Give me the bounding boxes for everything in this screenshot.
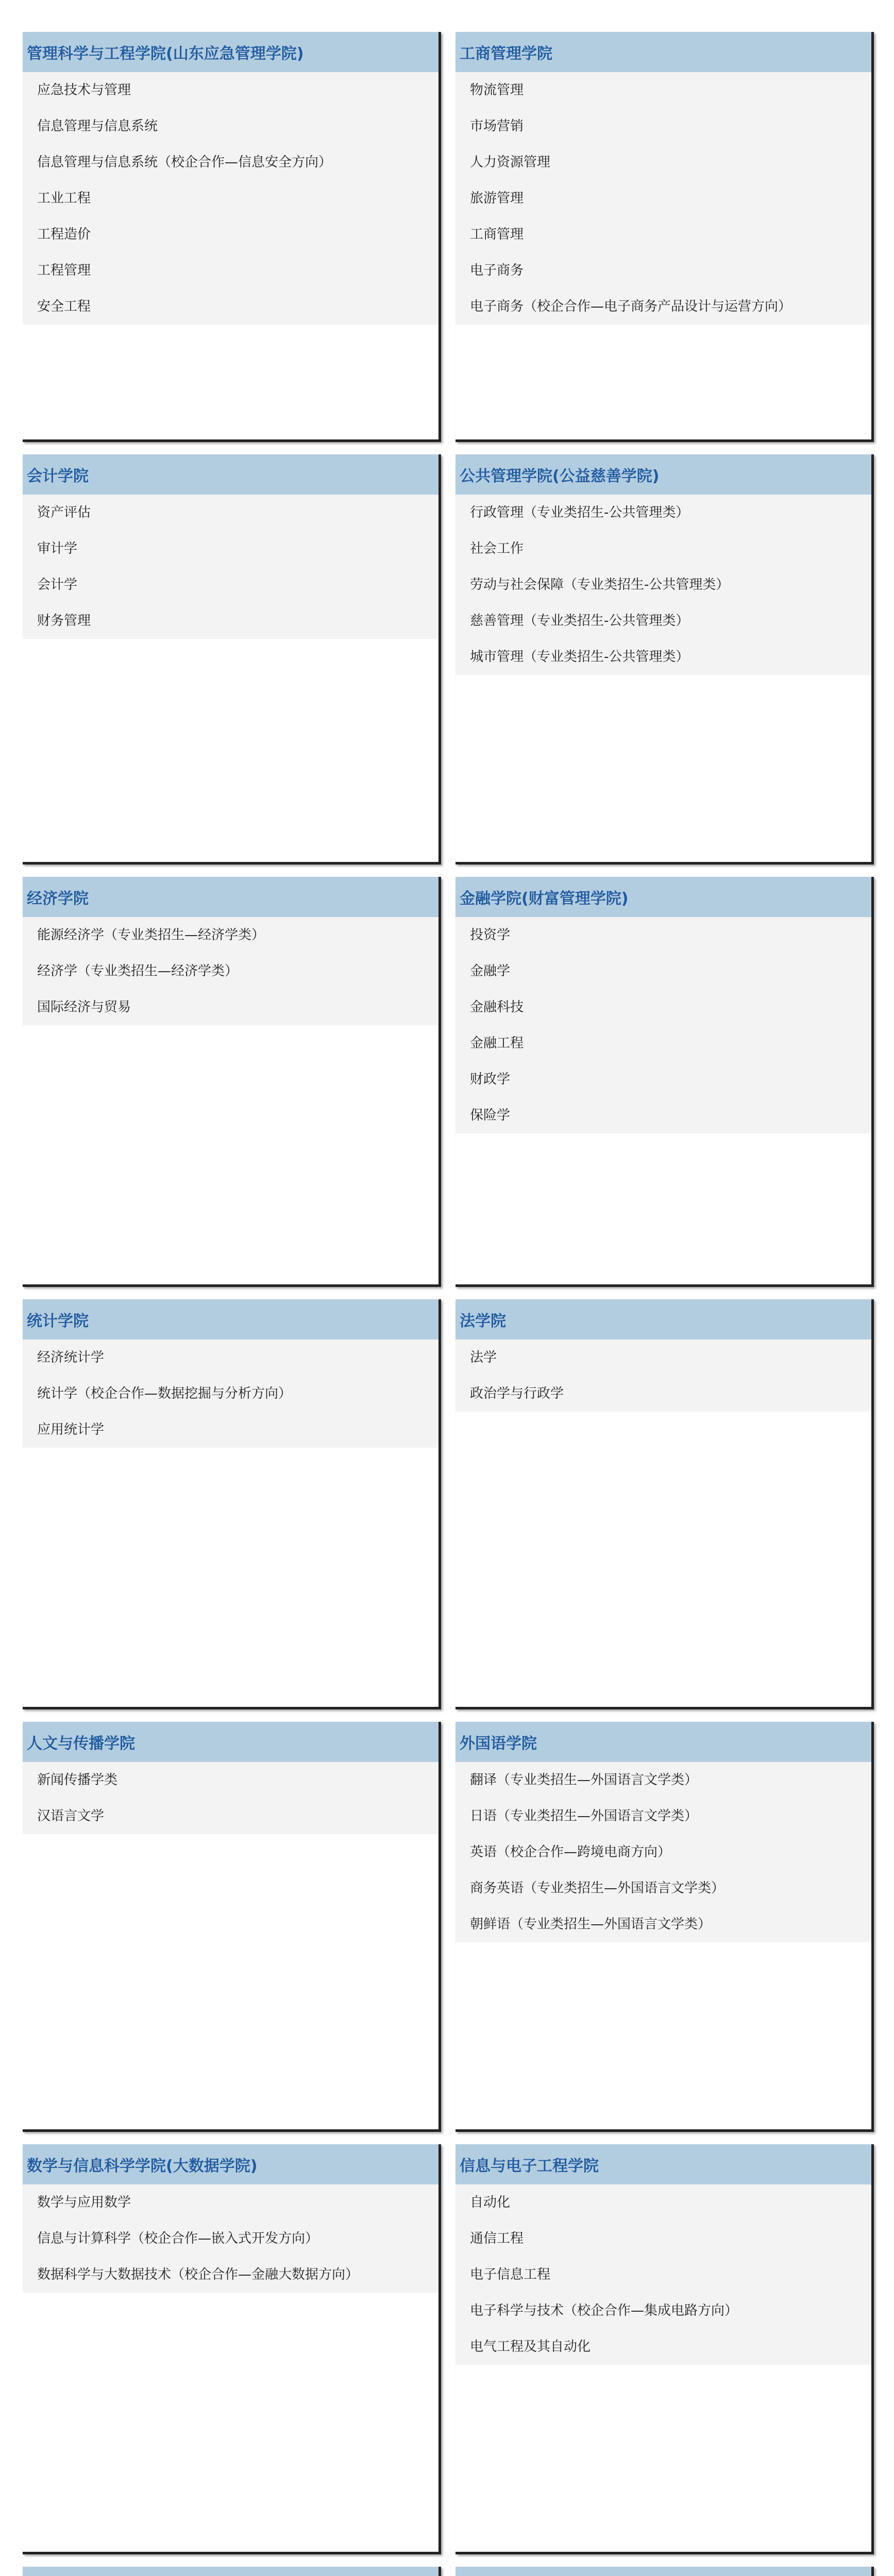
college-title: 会计学院 (23, 454, 438, 495)
college-title: 信息与电子工程学院 (456, 2144, 871, 2184)
major-list (23, 1762, 438, 1834)
major-item[interactable]: 信息管理与信息系统 (37, 118, 158, 134)
college-card (456, 877, 874, 1287)
college-title: 经济学院 (23, 877, 438, 917)
college-card (23, 454, 441, 865)
college-card (23, 1299, 441, 1709)
major-item[interactable]: 政治学与行政学 (470, 1386, 564, 1401)
major-list (456, 72, 871, 325)
major-item[interactable]: 金融科技 (470, 999, 524, 1015)
major-item[interactable]: 保险学 (470, 1108, 511, 1123)
major-item[interactable]: 数据科学与大数据技术（校企合作—金融大数据方向） (37, 2267, 359, 2282)
college-title: 外国语学院 (456, 1722, 871, 1762)
college-card (23, 877, 441, 1287)
major-item[interactable]: 市场营销 (470, 118, 524, 134)
major-item[interactable]: 能源经济学（专业类招生—经济学类） (37, 927, 265, 943)
college-card (23, 32, 441, 442)
major-item[interactable]: 安全工程 (37, 299, 91, 314)
major-item[interactable]: 城市管理（专业类招生-公共管理类） (470, 649, 689, 665)
major-list (23, 495, 438, 639)
college-card (456, 2567, 874, 2576)
college-card (456, 1299, 874, 1709)
college-title: 公共管理学院(公益慈善学院) (456, 454, 871, 495)
college-card (23, 2144, 441, 2554)
major-item[interactable]: 电子商务 (470, 263, 524, 278)
major-item[interactable]: 应急技术与管理 (37, 82, 131, 98)
major-item[interactable]: 行政管理（专业类招生-公共管理类） (470, 505, 689, 520)
major-item[interactable]: 工业工程 (37, 191, 91, 206)
major-item[interactable]: 投资学 (470, 927, 511, 943)
major-item[interactable]: 国际经济与贸易 (37, 999, 131, 1015)
major-item[interactable]: 工程管理 (37, 263, 91, 278)
major-item[interactable]: 自动化 (470, 2195, 511, 2210)
major-item[interactable]: 物流管理 (470, 82, 524, 98)
major-item[interactable]: 人力资源管理 (470, 155, 551, 170)
major-item[interactable]: 英语（校企合作—跨境电商方向） (470, 1844, 671, 1860)
college-card (23, 1722, 441, 2132)
major-item[interactable]: 统计学（校企合作—数据挖掘与分析方向） (37, 1386, 292, 1401)
major-list (456, 1340, 871, 1412)
major-item[interactable]: 金融工程 (470, 1036, 524, 1051)
college-card (456, 2144, 874, 2554)
major-item[interactable]: 电子信息工程 (470, 2267, 551, 2282)
major-item[interactable]: 金融学 (470, 963, 511, 979)
major-item[interactable]: 翻译（专业类招生—外国语言文学类） (470, 1772, 698, 1788)
college-title (23, 2567, 438, 2576)
major-item[interactable]: 通信工程 (470, 2231, 524, 2246)
major-item[interactable]: 汉语言文学 (37, 1808, 105, 1824)
college-grid (23, 32, 873, 2576)
major-list (456, 495, 871, 675)
major-item[interactable]: 社会工作 (470, 541, 524, 556)
college-title: 管理科学与工程学院(山东应急管理学院) (23, 32, 438, 72)
college-title: 统计学院 (23, 1299, 438, 1340)
college-title: 法学院 (456, 1299, 871, 1340)
major-list (23, 2184, 438, 2293)
major-item[interactable]: 财政学 (470, 1072, 511, 1087)
major-item[interactable]: 会计学 (37, 577, 78, 592)
major-item[interactable]: 法学 (470, 1350, 497, 1365)
major-item[interactable]: 财务管理 (37, 613, 91, 629)
major-item[interactable]: 电气工程及其自动化 (470, 2339, 591, 2354)
college-title: 数学与信息科学学院(大数据学院) (23, 2144, 438, 2184)
college-title: 人文与传播学院 (23, 1722, 438, 1762)
major-item[interactable]: 电子科学与技术（校企合作—集成电路方向） (470, 2303, 738, 2318)
major-item[interactable]: 慈善管理（专业类招生-公共管理类） (470, 613, 689, 629)
major-item[interactable]: 信息管理与信息系统（校企合作—信息安全方向） (37, 155, 332, 170)
major-item[interactable]: 数学与应用数学 (37, 2195, 131, 2210)
major-list (456, 1762, 871, 1942)
major-list (456, 2184, 871, 2365)
college-title: 金融学院(财富管理学院) (456, 877, 871, 917)
major-item[interactable]: 日语（专业类招生—外国语言文学类） (470, 1808, 698, 1824)
major-item[interactable]: 劳动与社会保障（专业类招生-公共管理类） (470, 577, 730, 592)
college-title (456, 2567, 871, 2576)
major-list (456, 917, 871, 1133)
major-item[interactable]: 经济学（专业类招生—经济学类） (37, 963, 239, 979)
major-item[interactable]: 资产评估 (37, 505, 91, 520)
major-item[interactable]: 工程造价 (37, 227, 91, 242)
major-list (23, 917, 438, 1025)
major-item[interactable]: 商务英语（专业类招生—外国语言文学类） (470, 1880, 725, 1896)
major-item[interactable]: 审计学 (37, 541, 78, 556)
major-item[interactable]: 信息与计算科学（校企合作—嵌入式开发方向） (37, 2231, 319, 2246)
college-card (456, 454, 874, 865)
college-card (23, 2567, 441, 2576)
major-item[interactable]: 电子商务（校企合作—电子商务产品设计与运营方向） (470, 299, 792, 314)
college-card (456, 1722, 874, 2132)
major-item[interactable]: 工商管理 (470, 227, 524, 242)
major-item[interactable]: 新闻传播学类 (37, 1772, 118, 1788)
major-item[interactable]: 朝鲜语（专业类招生—外国语言文学类） (470, 1917, 712, 1932)
major-item[interactable]: 旅游管理 (470, 191, 524, 206)
college-title: 工商管理学院 (456, 32, 871, 72)
major-list (23, 72, 438, 325)
major-list (23, 1340, 438, 1448)
major-item[interactable]: 经济统计学 (37, 1350, 105, 1365)
college-card (456, 32, 874, 442)
major-item[interactable]: 应用统计学 (37, 1422, 105, 1437)
